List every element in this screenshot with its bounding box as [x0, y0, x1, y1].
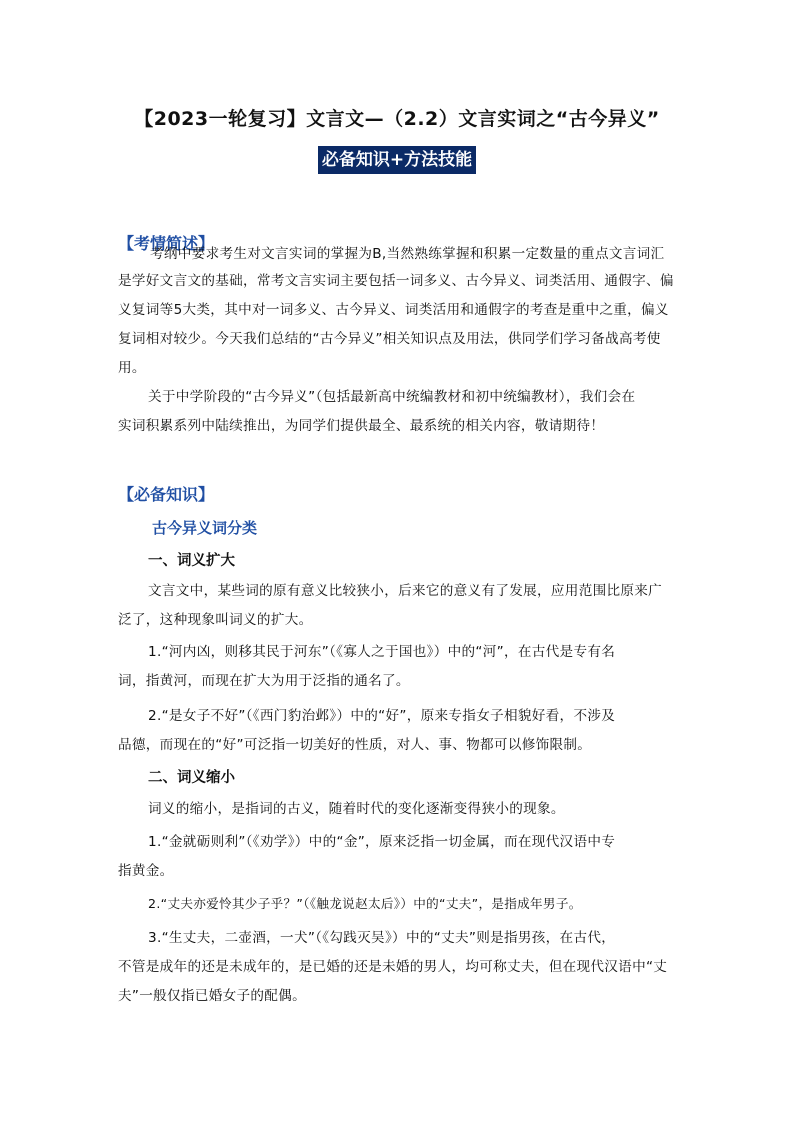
part2-line-5: 3.“生丈夫，二壶酒，一犬”（《勾践灭吴》）中的“丈夫”则是指男孩，在古代，	[148, 930, 616, 946]
subtitle-container	[0, 146, 794, 174]
part2-line-2: 1.“金就砺则利”（《劝学》）中的“金”，原来泛指一切金属，而在现代汉语中专	[148, 834, 616, 850]
part1-line-5: 2.“是女子不好”（《西门豹治邺》）中的“好”，原来专指女子相貌好看，不涉及	[148, 708, 616, 724]
category-title: 古今异义词分类	[152, 519, 258, 537]
overview-line-1: 考纲中要求考生对文言实词的掌握为B,当然熟练掌握和积累一定数量的重点文言词汇	[150, 246, 665, 262]
part2-line-6: 不管是成年的还是未成年的，是已婚的还是未婚的男人，均可称丈夫，但在现代汉语中“丈	[118, 959, 668, 975]
part1-line-1: 文言文中，某些词的原有意义比较狭小，后来它的意义有了发展，应用范围比原来广	[148, 583, 663, 599]
part2-heading: 二、词义缩小	[148, 770, 235, 786]
document-subtitle: 必备知识+方法技能	[318, 146, 476, 174]
section-heading-knowledge: 【必备知识】	[118, 485, 215, 504]
overview-line-2: 是学好文言文的基础，常考文言实词主要包括一词多义、古今异义、词类活用、通假字、偏	[118, 273, 674, 289]
overview-line-4: 复词相对较少。今天我们总结的“古今异义”相关知识点及用法，供同学们学习备战高考使	[118, 331, 661, 347]
overview-line-5: 用。	[118, 360, 146, 376]
part1-heading: 一、词义扩大	[148, 553, 235, 569]
overview-line-7: 实词积累系列中陆续推出，为同学们提供最全、最系统的相关内容，敬请期待！	[118, 418, 605, 434]
part2-line-7: 夫”一般仅指已婚女子的配偶。	[118, 988, 306, 1004]
part2-line-3: 指黄金。	[118, 863, 174, 879]
part1-line-3: 1.“河内凶，则移其民于河东”（《寡人之于国也》）中的“河”，在古代是专有名	[148, 644, 616, 660]
part2-line-4: 2.“丈夫亦爱怜其少子乎？”（《触龙说赵太后》）中的“丈夫”，是指成年男子。	[148, 896, 582, 911]
part1-line-2: 泛了，这种现象叫词义的扩大。	[118, 612, 313, 628]
overview-line-6: 关于中学阶段的“古今异义”（包括最新高中统编教材和初中统编教材），我们会在	[148, 389, 636, 405]
part2-line-1: 词义的缩小，是指词的古义，随着时代的变化逐渐变得狭小的现象。	[148, 801, 565, 817]
document-title: 【2023一轮复习】文言文—（2.2）文言实词之“古今异义”	[134, 108, 660, 130]
section-heading-overview: 【考情简述】	[118, 234, 215, 253]
overview-line-3: 义复词等5大类，其中对一词多义、古今异义、词类活用和通假字的考查是重中之重，偏义	[118, 302, 669, 318]
part1-line-6: 品德，而现在的“好”可泛指一切美好的性质，对人、事、物都可以修饰限制。	[118, 737, 592, 753]
part1-line-4: 词，指黄河，而现在扩大为用于泛指的通名了。	[118, 673, 410, 689]
